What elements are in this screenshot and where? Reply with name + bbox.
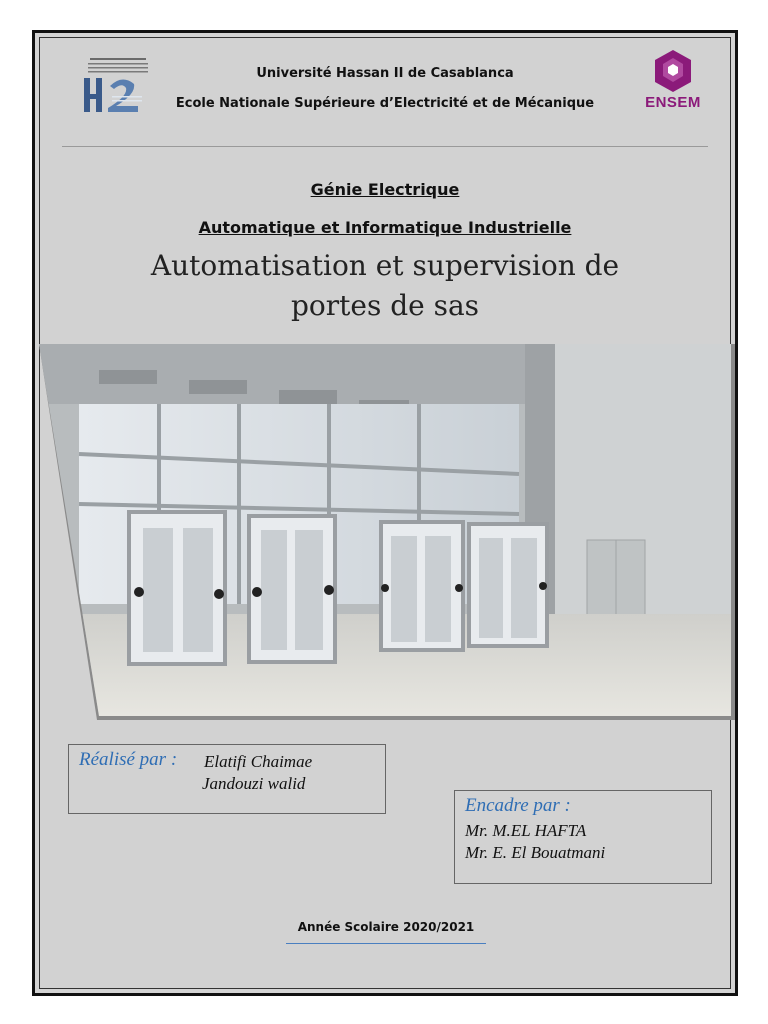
title-line1: Automatisation et supervision de [150, 249, 620, 282]
school-name: Ecole Nationale Supérieure d’Electricité et de Mécanique [175, 96, 595, 111]
department-line1: Génie Electrique [310, 180, 460, 199]
university-name: Université Hassan II de Casablanca [256, 66, 514, 81]
page-frame [32, 30, 738, 996]
header-divider [62, 146, 708, 147]
cover-page [39, 37, 731, 989]
department-line2: Automatique et Informatique Industrielle [198, 218, 572, 237]
authors-label: Réalisé par : [79, 749, 178, 770]
supervisor-name: Mr. M.EL HAFTA [465, 821, 587, 840]
author-name: Elatifi Chaimae [204, 752, 313, 771]
supervisors-box [454, 790, 712, 884]
author-name: Jandouzi walid [202, 774, 306, 793]
academic-year: Année Scolaire 2020/2021 [297, 920, 475, 934]
supervisors-label: Encadre par : [465, 795, 571, 816]
supervisor-name: Mr. E. El Bouatmani [465, 843, 606, 862]
authors-box [68, 744, 386, 814]
academic-year-underline [286, 943, 486, 944]
cover-photo [39, 344, 739, 724]
ensem-logo-text: ENSEM [645, 94, 701, 111]
title-line2: portes de sas [290, 289, 480, 322]
document-title [40, 246, 730, 326]
